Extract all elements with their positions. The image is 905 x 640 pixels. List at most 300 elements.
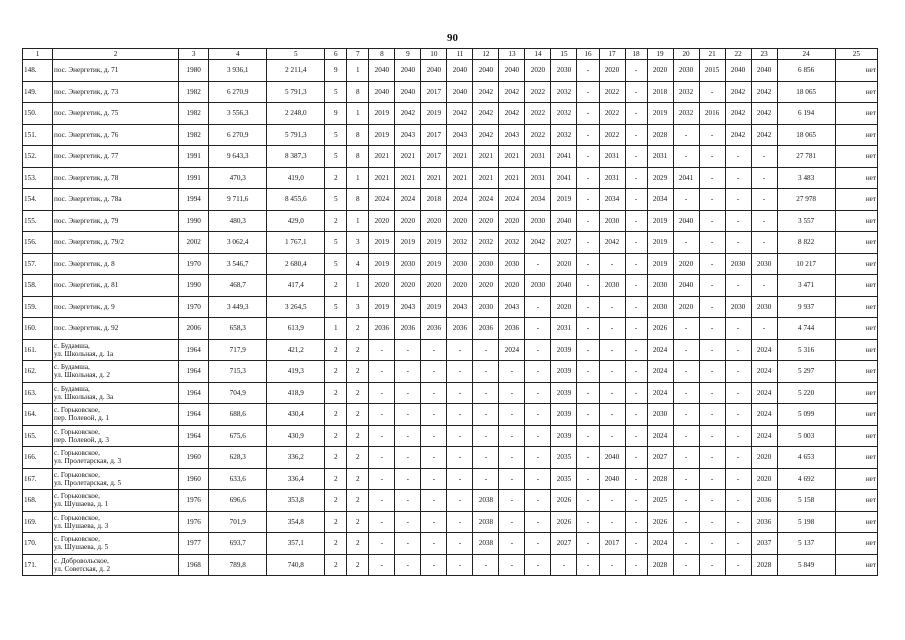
cell-col-5: 430,9 [267, 425, 325, 447]
cell-col-19: 2019 [647, 210, 673, 232]
table-row [23, 103, 878, 125]
cell-col-10: 2019 [421, 296, 447, 318]
cell-col-7: 2 [347, 318, 369, 340]
cell-col-8: 2020 [369, 275, 395, 297]
cell-col-18: - [625, 253, 647, 275]
table-row [23, 146, 878, 168]
cell-col-19: 2019 [647, 253, 673, 275]
cell-col-9: 2030 [395, 253, 421, 275]
table-row [23, 167, 878, 189]
cell-col-17: 2022 [599, 81, 625, 103]
cell-col-4: 480,3 [209, 210, 267, 232]
cell-col-16: - [577, 167, 599, 189]
cell-col-24: 5 137 [777, 533, 835, 555]
cell-col-8: - [369, 404, 395, 426]
column-header-3: 3 [179, 49, 209, 60]
cell-col-7: 4 [347, 253, 369, 275]
column-header-10: 10 [421, 49, 447, 60]
cell-col-8: - [369, 447, 395, 469]
row-number: 165. [23, 425, 53, 447]
cell-col-5: 429,0 [267, 210, 325, 232]
cell-col-21: - [699, 511, 725, 533]
cell-col-24: 5 849 [777, 554, 835, 576]
cell-col-7: 2 [347, 404, 369, 426]
address-line: пос. Энергетик, д. 79/2 [54, 238, 124, 247]
cell-col-17: 2030 [599, 275, 625, 297]
address-line: пос. Энергетик, д. 8 [54, 259, 115, 268]
cell-col-9: - [395, 511, 421, 533]
address-line: ул. Школьная, д. 3а [54, 392, 114, 401]
cell-col-7: 1 [347, 275, 369, 297]
cell-col-8: - [369, 511, 395, 533]
cell-col-23: 2030 [751, 253, 777, 275]
cell-col-8: 2020 [369, 210, 395, 232]
cell-col-7: 8 [347, 189, 369, 211]
cell-col-25: нет [835, 554, 877, 576]
cell-col-13: 2024 [499, 189, 525, 211]
cell-col-4: 715,3 [209, 361, 267, 383]
cell-col-16: - [577, 232, 599, 254]
cell-col-6: 9 [325, 60, 347, 82]
cell-col-24: 18 065 [777, 124, 835, 146]
cell-col-19: 2024 [647, 533, 673, 555]
cell-col-15: 2035 [551, 468, 577, 490]
address-line: пос. Энергетик, д. 81 [54, 281, 119, 290]
cell-col-10: 2017 [421, 81, 447, 103]
cell-col-8: - [369, 382, 395, 404]
cell-col-3: 1990 [179, 210, 209, 232]
cell-col-24: 18 065 [777, 81, 835, 103]
cell-col-15: 2032 [551, 81, 577, 103]
cell-col-11: 2020 [447, 275, 473, 297]
cell-col-12: 2030 [473, 253, 499, 275]
cell-col-7: 1 [347, 103, 369, 125]
cell-col-13: - [499, 382, 525, 404]
cell-col-20: 2032 [673, 81, 699, 103]
cell-col-25: нет [835, 232, 877, 254]
table-row [23, 361, 878, 383]
cell-col-3: 1980 [179, 60, 209, 82]
cell-col-19: 2026 [647, 318, 673, 340]
cell-col-15: 2026 [551, 490, 577, 512]
cell-col-6: 2 [325, 339, 347, 361]
row-number: 160. [23, 318, 53, 340]
address-line: с. Горьковское, [54, 492, 100, 501]
cell-col-22: - [725, 275, 751, 297]
address-line: с. Горьковское, [54, 406, 100, 415]
column-header-23: 23 [751, 49, 777, 60]
cell-col-25: нет [835, 124, 877, 146]
address-cell [53, 425, 179, 447]
cell-col-21: 2016 [699, 103, 725, 125]
cell-col-15: 2030 [551, 60, 577, 82]
cell-col-12: 2040 [473, 60, 499, 82]
cell-col-20: 2020 [673, 253, 699, 275]
cell-col-23: - [751, 189, 777, 211]
column-header-14: 14 [525, 49, 551, 60]
cell-col-24: 27 978 [777, 189, 835, 211]
address-line: пос. Энергетик, д. 75 [54, 109, 119, 118]
cell-col-25: нет [835, 404, 877, 426]
column-header-15: 15 [551, 49, 577, 60]
cell-col-3: 1982 [179, 81, 209, 103]
table-row [23, 533, 878, 555]
cell-col-20: 2032 [673, 103, 699, 125]
address-line: ул. Шушаева, д. 5 [54, 543, 109, 552]
cell-col-19: 2028 [647, 468, 673, 490]
cell-col-21: - [699, 404, 725, 426]
cell-col-6: 2 [325, 533, 347, 555]
cell-col-25: нет [835, 447, 877, 469]
column-number-row [23, 49, 878, 60]
cell-col-24: 5 003 [777, 425, 835, 447]
address-cell [53, 189, 179, 211]
cell-col-16: - [577, 382, 599, 404]
cell-col-11: - [447, 425, 473, 447]
table-row [23, 210, 878, 232]
column-header-24: 24 [777, 49, 835, 60]
cell-col-4: 789,8 [209, 554, 267, 576]
cell-col-14: - [525, 554, 551, 576]
table-row [23, 404, 878, 426]
cell-col-5: 2 680,4 [267, 253, 325, 275]
cell-col-19: 2030 [647, 275, 673, 297]
cell-col-8: - [369, 533, 395, 555]
cell-col-5: 419,0 [267, 167, 325, 189]
cell-col-5: 2 211,4 [267, 60, 325, 82]
cell-col-24: 10 217 [777, 253, 835, 275]
cell-col-19: 2031 [647, 146, 673, 168]
cell-col-15: 2039 [551, 425, 577, 447]
cell-col-21: - [699, 124, 725, 146]
cell-col-23: 2020 [751, 447, 777, 469]
cell-col-12: 2020 [473, 275, 499, 297]
cell-col-4: 3 936,1 [209, 60, 267, 82]
column-header-22: 22 [725, 49, 751, 60]
cell-col-16: - [577, 533, 599, 555]
cell-col-13: - [499, 554, 525, 576]
cell-col-15: 2039 [551, 339, 577, 361]
cell-col-24: 5 198 [777, 511, 835, 533]
cell-col-15: 2026 [551, 511, 577, 533]
cell-col-6: 2 [325, 210, 347, 232]
cell-col-20: - [673, 533, 699, 555]
cell-col-11: 2032 [447, 232, 473, 254]
cell-col-20: - [673, 554, 699, 576]
address-line: ул. Пролетарская, д. 3 [54, 457, 122, 466]
cell-col-4: 675,6 [209, 425, 267, 447]
cell-col-3: 1976 [179, 511, 209, 533]
cell-col-23: 2028 [751, 554, 777, 576]
cell-col-21: - [699, 189, 725, 211]
cell-col-3: 1970 [179, 296, 209, 318]
cell-col-25: нет [835, 318, 877, 340]
cell-col-14: 2022 [525, 81, 551, 103]
cell-col-22: - [725, 382, 751, 404]
cell-col-25: нет [835, 382, 877, 404]
cell-col-21: - [699, 81, 725, 103]
cell-col-18: - [625, 60, 647, 82]
address-cell [53, 253, 179, 275]
table-row [23, 382, 878, 404]
cell-col-6: 2 [325, 275, 347, 297]
cell-col-23: 2024 [751, 382, 777, 404]
cell-col-24: 8 822 [777, 232, 835, 254]
cell-col-9: - [395, 404, 421, 426]
column-header-21: 21 [699, 49, 725, 60]
cell-col-15: - [551, 554, 577, 576]
cell-col-3: 1994 [179, 189, 209, 211]
cell-col-13: 2020 [499, 275, 525, 297]
address-cell [53, 339, 179, 361]
cell-col-12: 2038 [473, 533, 499, 555]
cell-col-4: 704,9 [209, 382, 267, 404]
cell-col-14: - [525, 296, 551, 318]
column-header-16: 16 [577, 49, 599, 60]
cell-col-3: 1968 [179, 554, 209, 576]
row-number: 155. [23, 210, 53, 232]
cell-col-12: 2038 [473, 511, 499, 533]
cell-col-10: 2019 [421, 253, 447, 275]
cell-col-8: 2019 [369, 253, 395, 275]
cell-col-12: - [473, 425, 499, 447]
row-number: 150. [23, 103, 53, 125]
cell-col-14: 2020 [525, 60, 551, 82]
cell-col-10: 2020 [421, 210, 447, 232]
cell-col-11: 2042 [447, 103, 473, 125]
cell-col-7: 1 [347, 60, 369, 82]
cell-col-10: - [421, 490, 447, 512]
address-line: с. Горьковское, [54, 470, 100, 479]
cell-col-13: - [499, 468, 525, 490]
cell-col-11: 2021 [447, 146, 473, 168]
cell-col-19: 2030 [647, 296, 673, 318]
row-number: 153. [23, 167, 53, 189]
cell-col-17: - [599, 425, 625, 447]
cell-col-18: - [625, 339, 647, 361]
row-number: 154. [23, 189, 53, 211]
cell-col-10: - [421, 554, 447, 576]
cell-col-24: 4 692 [777, 468, 835, 490]
cell-col-20: 2020 [673, 296, 699, 318]
cell-col-18: - [625, 511, 647, 533]
cell-col-17: - [599, 511, 625, 533]
cell-col-20: - [673, 425, 699, 447]
cell-col-9: - [395, 490, 421, 512]
address-line: пос. Энергетик, д. 9 [54, 302, 115, 311]
cell-col-14: 2031 [525, 167, 551, 189]
cell-col-8: - [369, 361, 395, 383]
cell-col-23: 2024 [751, 425, 777, 447]
address-cell [53, 210, 179, 232]
address-cell [53, 232, 179, 254]
cell-col-4: 628,3 [209, 447, 267, 469]
cell-col-24: 3 557 [777, 210, 835, 232]
table-row [23, 339, 878, 361]
cell-col-19: 2019 [647, 103, 673, 125]
cell-col-9: 2021 [395, 146, 421, 168]
cell-col-4: 3 546,7 [209, 253, 267, 275]
cell-col-10: - [421, 382, 447, 404]
cell-col-16: - [577, 60, 599, 82]
cell-col-11: - [447, 382, 473, 404]
cell-col-13: - [499, 490, 525, 512]
cell-col-23: 2037 [751, 533, 777, 555]
cell-col-9: - [395, 382, 421, 404]
cell-col-17: - [599, 339, 625, 361]
address-line: пос. Энергетик, д. 77 [54, 152, 119, 161]
cell-col-13: - [499, 425, 525, 447]
column-header-6: 6 [325, 49, 347, 60]
address-line: с. Добровольское, [54, 556, 109, 565]
address-cell [53, 554, 179, 576]
cell-col-12: - [473, 447, 499, 469]
cell-col-22: - [725, 554, 751, 576]
cell-col-7: 2 [347, 382, 369, 404]
cell-col-17: - [599, 490, 625, 512]
cell-col-18: - [625, 81, 647, 103]
cell-col-15: 2041 [551, 146, 577, 168]
address-line: пос. Энергетик, д. 78а [54, 195, 122, 204]
cell-col-8: 2019 [369, 124, 395, 146]
column-header-1: 1 [23, 49, 53, 60]
cell-col-24: 5 099 [777, 404, 835, 426]
column-header-12: 12 [473, 49, 499, 60]
cell-col-22: 2040 [725, 60, 751, 82]
cell-col-8: 2036 [369, 318, 395, 340]
cell-col-25: нет [835, 339, 877, 361]
cell-col-7: 2 [347, 490, 369, 512]
address-line: с. Горьковское, [54, 535, 100, 544]
cell-col-25: нет [835, 253, 877, 275]
cell-col-24: 4 744 [777, 318, 835, 340]
cell-col-18: - [625, 490, 647, 512]
cell-col-10: 2017 [421, 146, 447, 168]
cell-col-7: 2 [347, 533, 369, 555]
cell-col-11: 2040 [447, 81, 473, 103]
cell-col-5: 2 248,0 [267, 103, 325, 125]
cell-col-23: 2024 [751, 404, 777, 426]
cell-col-5: 354,8 [267, 511, 325, 533]
cell-col-12: - [473, 339, 499, 361]
cell-col-3: 1960 [179, 447, 209, 469]
cell-col-9: 2042 [395, 103, 421, 125]
cell-col-9: 2021 [395, 167, 421, 189]
cell-col-9: - [395, 339, 421, 361]
row-number: 159. [23, 296, 53, 318]
cell-col-15: 2027 [551, 232, 577, 254]
cell-col-17: 2031 [599, 146, 625, 168]
cell-col-11: - [447, 361, 473, 383]
cell-col-25: нет [835, 296, 877, 318]
cell-col-15: 2020 [551, 296, 577, 318]
table-row [23, 554, 878, 576]
cell-col-25: нет [835, 468, 877, 490]
cell-col-23: - [751, 318, 777, 340]
cell-col-23: 2036 [751, 511, 777, 533]
cell-col-16: - [577, 490, 599, 512]
cell-col-4: 470,3 [209, 167, 267, 189]
cell-col-20: 2030 [673, 60, 699, 82]
cell-col-23: 2042 [751, 81, 777, 103]
cell-col-23: 2024 [751, 339, 777, 361]
address-cell [53, 468, 179, 490]
cell-col-19: 2024 [647, 382, 673, 404]
column-header-7: 7 [347, 49, 369, 60]
cell-col-14: - [525, 339, 551, 361]
cell-col-12: 2021 [473, 146, 499, 168]
cell-col-15: 2032 [551, 103, 577, 125]
cell-col-22: 2042 [725, 124, 751, 146]
cell-col-12: 2021 [473, 167, 499, 189]
cell-col-10: - [421, 447, 447, 469]
cell-col-22: - [725, 318, 751, 340]
cell-col-14: - [525, 490, 551, 512]
cell-col-17: 2040 [599, 447, 625, 469]
cell-col-16: - [577, 124, 599, 146]
cell-col-8: 2040 [369, 60, 395, 82]
cell-col-20: - [673, 382, 699, 404]
cell-col-20: 2041 [673, 167, 699, 189]
cell-col-12: - [473, 554, 499, 576]
cell-col-23: - [751, 210, 777, 232]
cell-col-17: - [599, 404, 625, 426]
cell-col-15: 2027 [551, 533, 577, 555]
cell-col-4: 9 711,6 [209, 189, 267, 211]
column-header-2: 2 [53, 49, 179, 60]
cell-col-14: 2030 [525, 275, 551, 297]
cell-col-24: 6 856 [777, 60, 835, 82]
cell-col-10: - [421, 533, 447, 555]
cell-col-24: 3 471 [777, 275, 835, 297]
cell-col-11: 2036 [447, 318, 473, 340]
cell-col-22: - [725, 361, 751, 383]
cell-col-11: - [447, 511, 473, 533]
cell-col-17: 2020 [599, 60, 625, 82]
cell-col-7: 2 [347, 468, 369, 490]
cell-col-11: - [447, 339, 473, 361]
cell-col-19: 2024 [647, 361, 673, 383]
cell-col-11: - [447, 490, 473, 512]
cell-col-20: - [673, 511, 699, 533]
cell-col-12: 2036 [473, 318, 499, 340]
cell-col-5: 5 791,3 [267, 124, 325, 146]
cell-col-22: - [725, 146, 751, 168]
cell-col-5: 419,3 [267, 361, 325, 383]
cell-col-16: - [577, 81, 599, 103]
row-number: 166. [23, 447, 53, 469]
cell-col-23: - [751, 167, 777, 189]
cell-col-9: 2043 [395, 124, 421, 146]
cell-col-17: 2034 [599, 189, 625, 211]
address-line: с. Будамша, [54, 363, 90, 372]
column-header-5: 5 [267, 49, 325, 60]
cell-col-16: - [577, 318, 599, 340]
cell-col-7: 2 [347, 339, 369, 361]
cell-col-22: - [725, 210, 751, 232]
cell-col-18: - [625, 447, 647, 469]
cell-col-15: 2040 [551, 275, 577, 297]
column-header-9: 9 [395, 49, 421, 60]
cell-col-12: 2042 [473, 81, 499, 103]
cell-col-10: 2019 [421, 103, 447, 125]
cell-col-10: 2019 [421, 232, 447, 254]
cell-col-21: 2015 [699, 60, 725, 82]
address-line: пер. Полевой, д. 3 [54, 435, 109, 444]
cell-col-13: - [499, 447, 525, 469]
cell-col-14: 2034 [525, 189, 551, 211]
cell-col-21: - [699, 339, 725, 361]
